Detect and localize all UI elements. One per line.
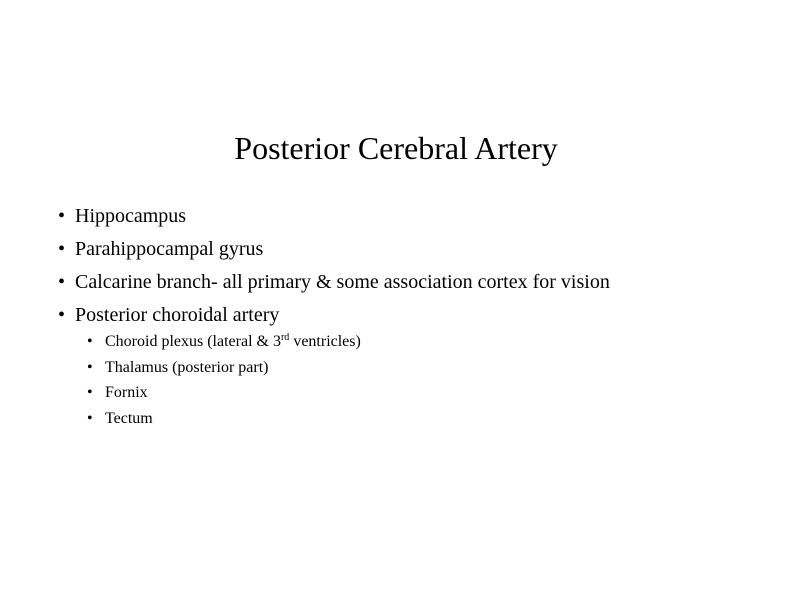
bullet-icon: • [87, 384, 93, 401]
list-item [58, 233, 610, 266]
list-item-text: Hippocampus [75, 205, 187, 227]
list-item-text: Parahippocampal gyrus [75, 238, 264, 260]
sub-list-item-text: Fornix [105, 384, 148, 401]
bullet-icon: • [87, 409, 93, 427]
list-item [58, 200, 610, 233]
bullet-list [58, 200, 610, 332]
bullet-icon: • [87, 333, 93, 350]
bullet-icon: • [58, 205, 66, 227]
sub-list-item [87, 329, 361, 355]
list-item-text: Calcarine branch- all primary & some association cortex for vision [75, 271, 610, 293]
sub-list-item-text-start: Choroid plexus (lateral & 3 [105, 333, 281, 350]
list-item [58, 299, 610, 332]
sub-list-item-text-end: ventricles) [289, 333, 361, 350]
sub-bullet-list [87, 329, 361, 431]
bullet-icon: • [58, 304, 66, 326]
bullet-icon: • [58, 238, 66, 260]
sub-list-item-text: Tectum [105, 409, 153, 427]
bullet-icon: • [58, 271, 66, 293]
superscript-rd: rd [280, 332, 290, 343]
sub-list-item [87, 380, 361, 406]
bullet-icon: • [87, 358, 93, 376]
sub-list-item [87, 406, 361, 432]
sub-list-item-text: Thalamus (posterior part) [105, 358, 269, 376]
sub-list-item [87, 355, 361, 381]
list-item-text: Posterior choroidal artery [75, 304, 280, 326]
slide-title: Posterior Cerebral Artery [234, 130, 558, 166]
list-item [58, 266, 610, 299]
